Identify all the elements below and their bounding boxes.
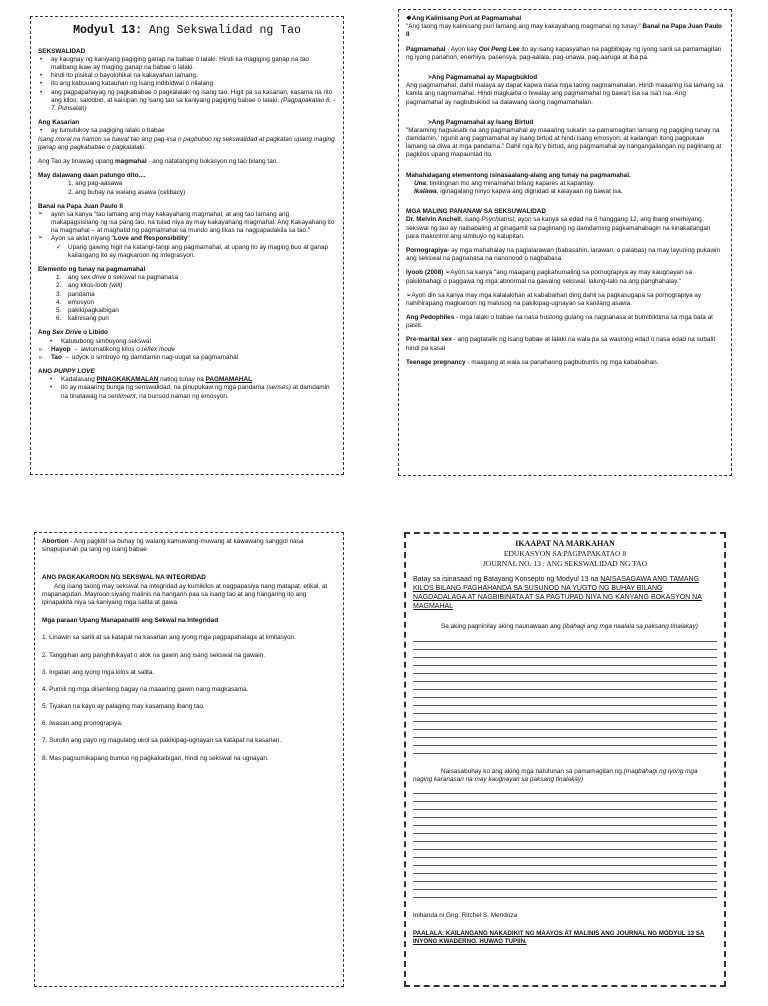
section-heading: ANG PUPPY LOVE — [38, 368, 95, 376]
section-heading: Banal na Papa Juan Paulo II — [38, 202, 123, 210]
list-item: 1. ang pag-aasawa — [68, 180, 123, 188]
list-item: • hindi ito pisikal o bayolohikal na kakayahan lamang. — [38, 72, 336, 80]
list-item: • ay kaugnay ng kaniyang pagiging ganap na babae o lalaki. Hindi ka magiging ganap na tao malibang ikaw ay maging ganap na babae o lalaki. — [38, 56, 336, 72]
paragraph: Ang Tao ay tinawag upang magmahal - ang natatanging bokasyon ng tao bilang tao. — [38, 157, 279, 165]
list-item: 2. ang kilos-loob (will) — [56, 282, 123, 290]
module-notes-panel — [30, 16, 344, 475]
list-item: • ito ay maaaring bunga ng senswalidad, na pinupukaw ng mga pandama (senses) at damdamin na tinatawag na sentiment, na bunsod naman ng emosyon. — [48, 384, 336, 400]
paragraph: Pagmamahal - Ayon kay Ooi Peng Lee ito ay isang kapasyahan na pagbibigay ng iyong sarili sa pamamagitan ng iyong panahon, enerhiya, pasensya, pag-aalala, pag-unawa, pag-aaruga at iba pa. — [406, 45, 722, 61]
list-item: 6. kalinisang puri — [56, 315, 109, 323]
list-item: 2. Tanggihan ang panghihikayat o alok na gawin ang isang sekswal na gawain. — [42, 651, 266, 659]
prompt-2: Naisasabuhay ko ang aking mga natutunan sa pamamagitan ng (magbahagi ng iyong mga naging karanasan na may kaugnayan sa paksang tinalakay) — [413, 767, 698, 783]
list-item: • Kadalasang PINAGKAKAMALAN nating tunay na PAGMAMAHAL. — [48, 376, 336, 384]
journal-intro: Batay sa isinasaad ng Batayang Konsepto ng Modyul 13 na NAISASAGAWA ANG TAMANG KILOS BILANG PAGHAHANDA SA SUSUNOD NA YUGTO NG BUHAY BILANG NAGDADALAGA AT NAGBIBINATA AT SA PAGTUPAD NIYA NG KANYANG BOKASYON NA MAGMAHAL — [413, 576, 702, 610]
list-item: 1. ang sex drive o sekswal na pagnanasa — [56, 274, 179, 282]
list-item: 4. emosyon — [56, 298, 94, 306]
list-item: 6. Iwasan ang pronograpiya. — [42, 720, 123, 728]
bullet-icon: ❖ — [406, 15, 412, 22]
paragraph: Dr. Melvin Anchell, isang Psychiatrist, ayon sa kanya sa edad na 8 hanggang 12, ang ibang enerhiyang sekswal ng tao ay naibabaling at ginagamit sa paglinang ng damdaming pagkamahabagin na kinakailangan para makontrol ang simbuyo ng kalupitan. — [406, 216, 711, 240]
list-item: ➢ ayon sa kanya "tao lamang ang may kakayahang magmahal, at ang tao lamang ang makapagsisilang ng isa pang tao, na tulad niya ay may kakayahang magmahal. Ang Kakayahang ito na magmahal – at maghatid ng pagmamahal sa mundo ang likas na nagpapadakila sa tao." — [38, 211, 336, 236]
list-item: o Tao → udyok o simbuyo ng damdamin nag-uugat sa pagmamahal — [38, 354, 336, 362]
section-heading: >Ang Pagmamahal ay Mapagbuklod — [428, 73, 538, 81]
paragraph: Ang Pedophiles - mga lalaki o babae na nasa hustong gulang na nagnanasa at bumibiktima sa mga bata at paslit. — [406, 314, 713, 330]
list-item: • Katutubong simbuyong sekswal — [48, 338, 336, 346]
italic-note: Isang moral na hamon sa bawat tao ang pag-iisa o pagbubuo ng sekswalidad at pagkatao upang maging ganap ang pagkababae o pagkalalaki. — [38, 135, 335, 151]
section-heading: ANG PAGKAKAROON NG SEKSWAL NA INTEGRIDAD — [42, 574, 206, 582]
section-heading: May dalawang daan patungo dito.... — [38, 172, 146, 180]
section-heading: Mahahalagang elementong isinasaalang-alang ang tunay na pagmamahal. — [406, 171, 631, 179]
paragraph: Iyoob (2008) ➢Ayon sa kanya "ang maagang pagkahumaling sa pornograpiya ay may kaugnayan sa pakikibahagi o paggawa ng mga abnormal na gawaing sekswal, lalung-lalo na ang panghahalay." — [406, 269, 693, 285]
paragraph: Pornograpiya- ay mga mahahalay na paglalarawan (babasahin, larawan, o palabas) na may layuning pukawin ang sekswal na pagnanasa na nanonood o nagbabasa. — [406, 246, 721, 263]
list-item: • ay tumutukoy sa pagiging lalaki o babae — [38, 127, 336, 135]
list-item: 2. ang buhay na walang asawa (celibacy) — [68, 188, 186, 196]
paragraph: Ang pagmamahal, dahil malaya ay dapat kapwa nasa mga taong nagmamahalan. Hindi maaaring isa lamang sa kanila ang nagmamahal. Hindi magkaiba o hiwalay ang pagmamahal ng bawa't isa sa isa't isa. Ang pagmamahal ay nagbubuklod sa dalawang taong nagmamahalan. — [406, 82, 724, 106]
quote: "Ang taong may kalinisang puri lamang ang may kakayahang magmahal ng tunay." Banal na Papa Juan Paulo II — [406, 23, 722, 39]
paragraph: Pre-marital sex - ang pagtatalik ng isang babae at lalaki na wala pa sa wastong edad o nasa edad na subalit hindi pa kasal — [406, 336, 716, 352]
section-heading: Ang Kasarian — [38, 119, 80, 127]
list-item: 5. Tiyakan na kayo ay palaging may kasamang ibang tao. — [42, 703, 205, 711]
module-title: Modyul 13: Ang Sekswalidad ng Tao — [73, 24, 301, 37]
list-item: 1. Linawin sa sarili at sa katapat na kasarian ang iyong mga pagpapahalaga at limitasyon. — [42, 634, 297, 642]
section-heading: Mga paraan Upang Manapanatili ang Sekwal na Integridad — [42, 617, 219, 625]
journal-header: IKAAPAT NA MARKAHAN EDUKASYON SA PAGPAPAKATAO 8 JOURNAL NO. 13 : ANG SEKSWALIDAD NG TAO — [483, 539, 647, 568]
bullet-list — [38, 56, 336, 113]
section-heading: Elemento ng tunay na pagmamahal — [38, 266, 146, 274]
list-item: 4. Pumili ng mga disenteng bagay na maaaring gawin nang magkasama. — [42, 685, 249, 693]
paragraph: Teenage pregnancy - maagang at wala sa panahaong pagbubuntis ng mga kababaihan. — [406, 358, 659, 366]
module-notes-panel-3 — [34, 532, 344, 987]
list-item: 7. Sundin ang payo ng magulang ukol sa pakikipag-ugnayan sa katapat na kasarian. — [42, 737, 282, 745]
paragraph: Ang isang taong may sekswal na integridad ay kumikilos at nagpapasiya nang matapat, etikal, at mapanagutan. Mayroon siyang malinis na hangarin paa sa isang tao at ang hangaring ito ang ipinapakita niya sa kaniyang mga salita at gawa. — [42, 582, 328, 606]
list-item: 8. Mas pagsumikapang bumuo ng pagkakaibigan, hindi ng sekswal na ugnayan. — [42, 754, 269, 762]
list-item: • ang pagpapahayag ng pagkababae o pagkalalaki ng isang tao. Higit pa sa kasarian, kasama na rito ang kilos, saloobin, at kaisipan ng isang tao sa kaniyang pagiging babae o lalaki. (Pagpapakatao 8, -T. Punsalan) — [38, 89, 336, 114]
writing-lines-1[interactable] — [413, 634, 717, 754]
reminder-note: PAALALA: KAILANGANG NAKADIKIT NG MAAYOS AT MALINIS ANG JOURNAL NG MODYUL 13 SA INYONG KWADERNO. HUWAG TUPIIN. — [413, 930, 705, 946]
list-item: 3. pandama — [56, 290, 95, 298]
prepared-by: Inihanda ni Gng. Ritchel S. Mendoza — [413, 911, 518, 919]
paragraph: Abortion - Ang pagkitil sa buhay ng walang kamuwang-muwang at kawawang sanggol nasa sinapupunan pa lang ng isang babae — [42, 538, 304, 554]
list-item: o Hayop → awtomatikong kilos o reflex mode — [38, 346, 336, 354]
ordered-list — [42, 634, 336, 763]
journal-panel — [404, 532, 726, 987]
list-item: • ito ang kabuuang katauhan ng isang indibidwal o nilalang — [38, 80, 336, 88]
list-item: ✓ Upang gawing higit na katangi-tangi ang pagmamahal, at upang ito ay maging buo at ganap kailangang ito ay magkaroon ng integrasyon. — [38, 244, 336, 260]
section-heading: MGA MALING PANANAW SA SEKSUWALIDAD — [406, 208, 546, 216]
section-heading: Ang Sex Drive o Libido — [38, 329, 108, 337]
section-heading: >Ang Pagmamahal ay Isang Birtud — [428, 118, 534, 126]
paragraph: Ikalawa, iginagalang ninyo kapwa ang dignidad at kalayaan ng bawat isa. — [414, 188, 623, 195]
list-item: ➢ Ayon sa aklat niyang "Love and Responsibility" — [38, 235, 336, 243]
section-heading: SEKSWALIDAD — [38, 47, 86, 55]
section-heading: ❖Ang Kalinisang Puri at Pagmamahal — [406, 15, 522, 22]
writing-lines-2[interactable] — [413, 786, 717, 898]
paragraph: Una, tinitingnan mo ang minamahal bilang kapares at kapantay. — [414, 179, 595, 187]
list-item: 5. pakikipagkaibigan — [56, 306, 119, 314]
list-item: 3. Ingatan ang iyong mga kilos at salita. — [42, 668, 155, 676]
prompt-1: Sa aking pagninilay aking naunawaan ang (ibahagi ang mga naalala sa paksang tinalakay) — [441, 623, 698, 631]
paragraph: ➢Ayon din sa kanya may mga kalalakihan at kababaihan ding dahil sa pagkasugapa sa pornograpiya ay nahihirapang magkaroon ng malusog na pakikipag-ugnayan sa kanilang asawa. — [406, 291, 702, 307]
paragraph: "Maraming nagsasabi na ang pagmamahal ay maaaring sukatin sa pamamagitan lamang ng pagiging tunay na damdamin,' ngunit ang pagmamahal ay isang birtud at hindi isang emosyon; at kailangan itong pagpukaw lamang sa diwa at mga pandama." Dahil nga ito'y birtud, ang pagmamahal ay nangangailangan ng paglinang at pagkilos upang mapaunlad ito. — [406, 126, 722, 159]
module-notes-panel-2 — [398, 9, 732, 476]
